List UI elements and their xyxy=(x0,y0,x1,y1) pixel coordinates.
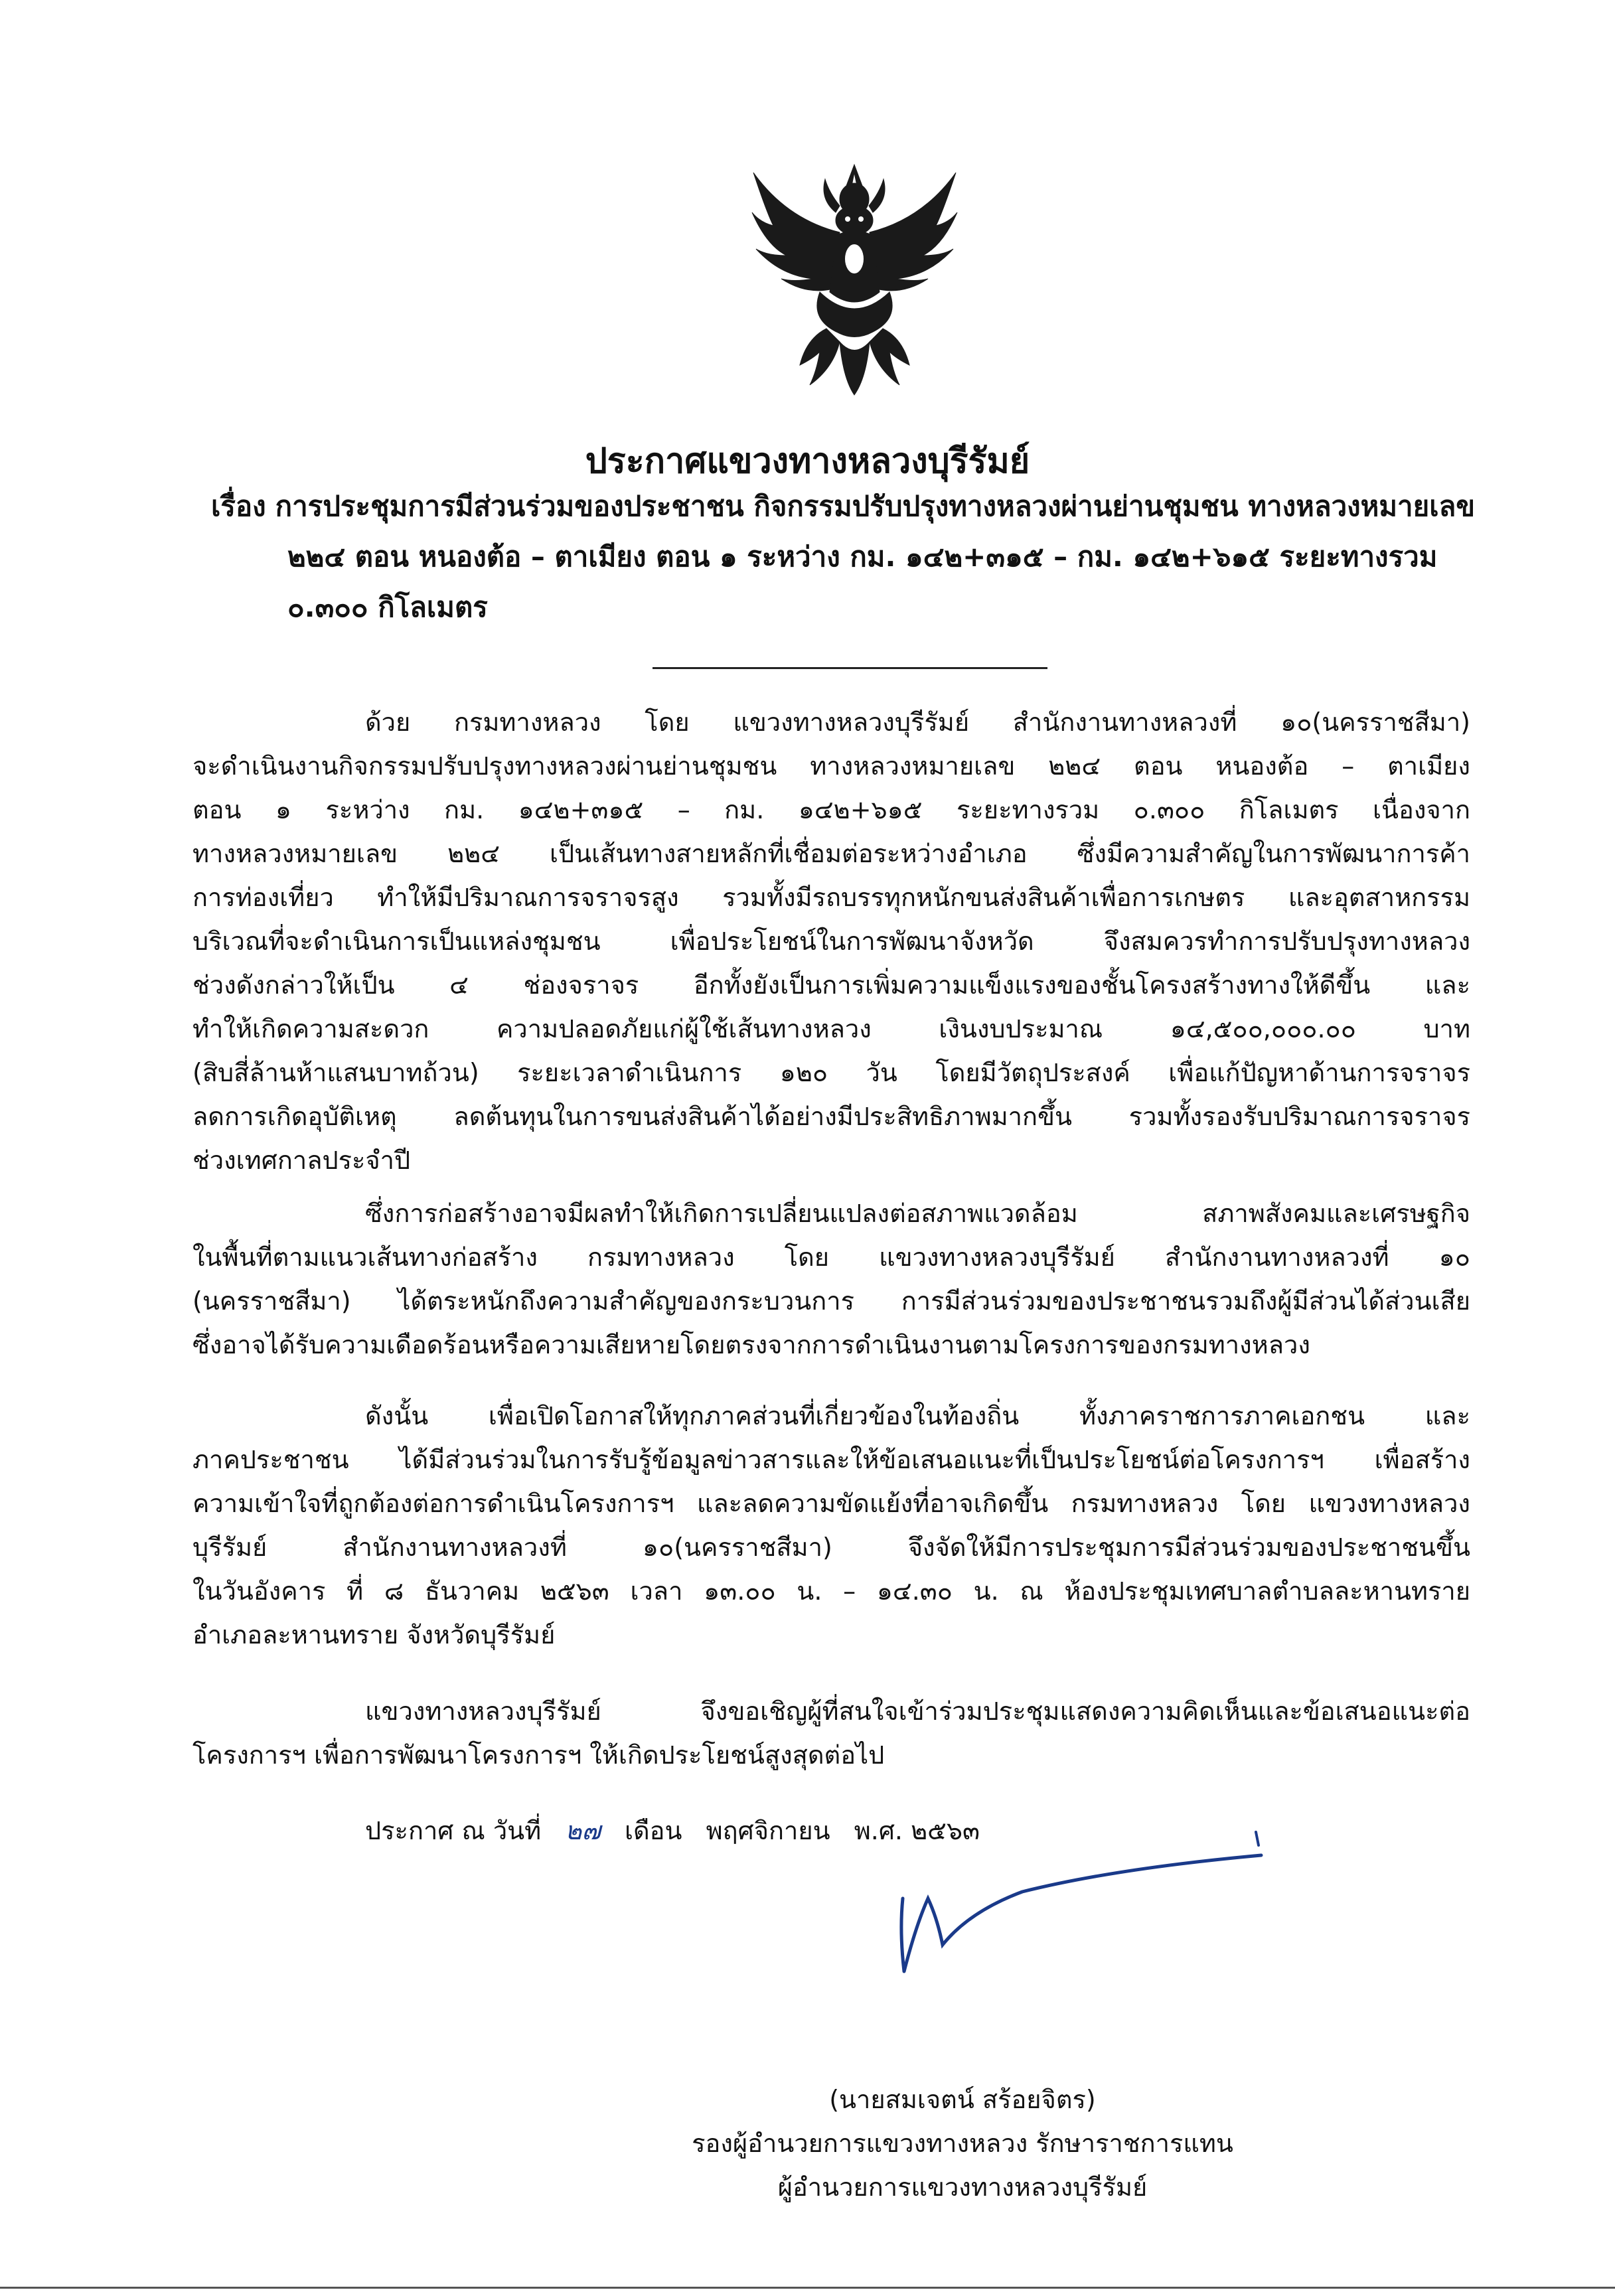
paragraph-line: ภาคประชาชน ได้มีส่วนร่วมในการรับรู้ข้อมูลข่าวสารและให้ข้อเสนอแนะที่เป็นประโยชน์ต่อโครงการฯ เพื่อสร้าง xyxy=(192,1445,1470,1474)
paragraph-line: บริเวณที่จะดำเนินการเป็นแหล่งชุมชน เพื่อประโยชน์ในการพัฒนาจังหวัด จึงสมควรทำการปรับปรุงทางหลวง xyxy=(192,927,1470,956)
paragraph-line: ตอน ๑ ระหว่าง กม. ๑๔๒+๓๑๕ – กม. ๑๔๒+๖๑๕ ระยะทางรวม ๐.๓๐๐ กิโลเมตร เนื่องจาก xyxy=(192,795,1470,824)
announce-year: พ.ศ. ๒๕๖๓ xyxy=(854,1816,980,1845)
title-divider xyxy=(653,667,1047,669)
paragraph-line: ทางหลวงหมายเลข ๒๒๔ เป็นเส้นทางสายหลักที่เชื่อมต่อระหว่างอำเภอ ซึ่งมีความสำคัญในการพัฒนาการค้า xyxy=(192,839,1470,868)
signatory-position-2: ผู้อำนวยการแขวงทางหลวงบุรีรัมย์ xyxy=(777,2173,1148,2202)
paragraph-line: บุรีรัมย์ สำนักงานทางหลวงที่ ๑๐(นครราชสีมา) จึงจัดให้มีการประชุมการมีส่วนร่วมของประชาชนขึ้น xyxy=(192,1533,1470,1562)
announce-month: พฤศจิกายน xyxy=(706,1816,830,1845)
paragraph-line: การท่องเที่ยว ทำให้มีปริมาณการจราจรสูง รวมทั้งมีรถบรรทุกหนักขนส่งสินค้าเพื่อการเกษตร และอุตสาหกรรม xyxy=(192,883,1470,912)
page-bottom-rule xyxy=(0,2287,1615,2289)
paragraph-line: ทำให้เกิดความสะดวก ความปลอดภัยแก่ผู้ใช้เส้นทางหลวง เงินงบประมาณ ๑๔,๕๐๐,๐๐๐.๐๐ บาท xyxy=(192,1014,1470,1043)
paragraph-line: ด้วย กรมทางหลวง โดย แขวงทางหลวงบุรีรัมย์ สำนักงานทางหลวงที่ ๑๐(นครราชสีมา) xyxy=(365,708,1470,737)
paragraph-line: ความเข้าใจที่ถูกต้องต่อการดำเนินโครงการฯ และลดความขัดแย้งที่อาจเกิดขึ้น กรมทางหลวง โดย แขวงทางหลวง xyxy=(192,1489,1470,1518)
paragraph-4 xyxy=(192,1689,1470,1777)
paragraph-line: ในพื้นที่ตามแนวเส้นทางก่อสร้าง กรมทางหลวง โดย แขวงทางหลวงบุรีรัมย์ สำนักงานทางหลวงที่ ๑๐ xyxy=(192,1243,1470,1272)
handwritten-signature xyxy=(876,1819,1274,2031)
signatory-position-1: รองผู้อำนวยการแขวงทางหลวง รักษาราชการแทน xyxy=(692,2129,1233,2158)
paragraph-line: ช่วงเทศกาลประจำปี xyxy=(192,1146,411,1175)
paragraph-line: จะดำเนินงานกิจกรรมปรับปรุงทางหลวงผ่านย่านชุมชน ทางหลวงหมายเลข ๒๒๔ ตอน หนองต้อ – ตาเมียง xyxy=(192,751,1470,781)
announce-prefix: ประกาศ ณ วันที่ xyxy=(365,1816,542,1845)
paragraph-line: ลดการเกิดอุบัติเหตุ ลดต้นทุนในการขนส่งสินค้าได้อย่างมีประสิทธิภาพมากขึ้น รวมทั้งรองรับปริมาณการจราจร xyxy=(192,1102,1470,1131)
paragraph-line: ช่วงดังกล่าวให้เป็น ๔ ช่องจราจร อีกทั้งยังเป็นการเพิ่มความแข็งแรงของชั้นโครงสร้างทางให้ดีขึ้น และ xyxy=(192,970,1470,1000)
announce-month-label: เดือน xyxy=(625,1816,682,1845)
paragraph-line: อำเภอละหานทราย จังหวัดบุรีรัมย์ xyxy=(192,1620,556,1649)
signatory-name: (นายสมเจตน์ สร้อยจิตร) xyxy=(829,2085,1096,2114)
subject-line-3: ๐.๓๐๐ กิโลเมตร xyxy=(287,591,488,623)
paragraph-1 xyxy=(192,700,1470,1182)
paragraph-line: ดังนั้น เพื่อเปิดโอกาสให้ทุกภาคส่วนที่เกี่ยวข้องในท้องถิ่น ทั้งภาคราชการภาคเอกชน และ xyxy=(365,1401,1470,1430)
paragraph-line: โครงการฯ เพื่อการพัฒนาโครงการฯ ให้เกิดประโยชน์สูงสุดต่อไป xyxy=(192,1740,885,1770)
paragraph-line: (สิบสี่ล้านห้าแสนบาทถ้วน) ระยะเวลาดำเนินการ ๑๒๐ วัน โดยมีวัตถุประสงค์ เพื่อแก้ปัญหาด้านการจราจร xyxy=(192,1058,1470,1087)
paragraph-2 xyxy=(192,1191,1470,1367)
paragraph-line: ซึ่งการก่อสร้างอาจมีผลทำให้เกิดการเปลี่ยนแปลงต่อสภาพแวดล้อม สภาพสังคมและเศรษฐกิจ xyxy=(365,1199,1470,1228)
paragraph-line: แขวงทางหลวงบุรีรัมย์ จึงขอเชิญผู้ที่สนใจเข้าร่วมประชุมแสดงความคิดเห็นและข้อเสนอแนะต่อ xyxy=(365,1697,1470,1726)
announce-day: ๒๗ xyxy=(565,1816,601,1845)
signatory-block xyxy=(597,2078,1328,2209)
page-title: ประกาศแขวงทางหลวงบุรีรัมย์ xyxy=(585,441,1030,481)
paragraph-3 xyxy=(192,1394,1470,1657)
garuda-emblem xyxy=(747,159,962,398)
subject-line-1: การประชุมการมีส่วนร่วมของประชาชน กิจกรรมปรับปรุงทางหลวงผ่านย่านชุมชน ทางหลวงหมายเลข xyxy=(275,490,1476,522)
subject-line-2: ๒๒๔ ตอน หนองต้อ – ตาเมียง ตอน ๑ ระหว่าง กม. ๑๔๒+๓๑๕ – กม. ๑๔๒+๖๑๕ ระยะทางรวม xyxy=(287,540,1438,573)
paragraph-line: (นครราชสีมา) ได้ตระหนักถึงความสำคัญของกระบวนการ การมีส่วนร่วมของประชาชนรวมถึงผู้มีส่วนได้ส่วนเสีย xyxy=(192,1286,1470,1316)
subject-block xyxy=(211,481,1486,633)
subject-label: เรื่อง xyxy=(211,490,266,522)
paragraph-line: ซึ่งอาจได้รับความเดือดร้อนหรือความเสียหายโดยตรงจากการดำเนินงานตามโครงการของกรมทางหลวง xyxy=(192,1330,1310,1359)
paragraph-line: ในวันอังคาร ที่ ๘ ธันวาคม ๒๕๖๓ เวลา ๑๓.๐๐ น. – ๑๔.๓๐ น. ณ ห้องประชุมเทศบาลตำบลละหานทราย xyxy=(192,1576,1470,1606)
